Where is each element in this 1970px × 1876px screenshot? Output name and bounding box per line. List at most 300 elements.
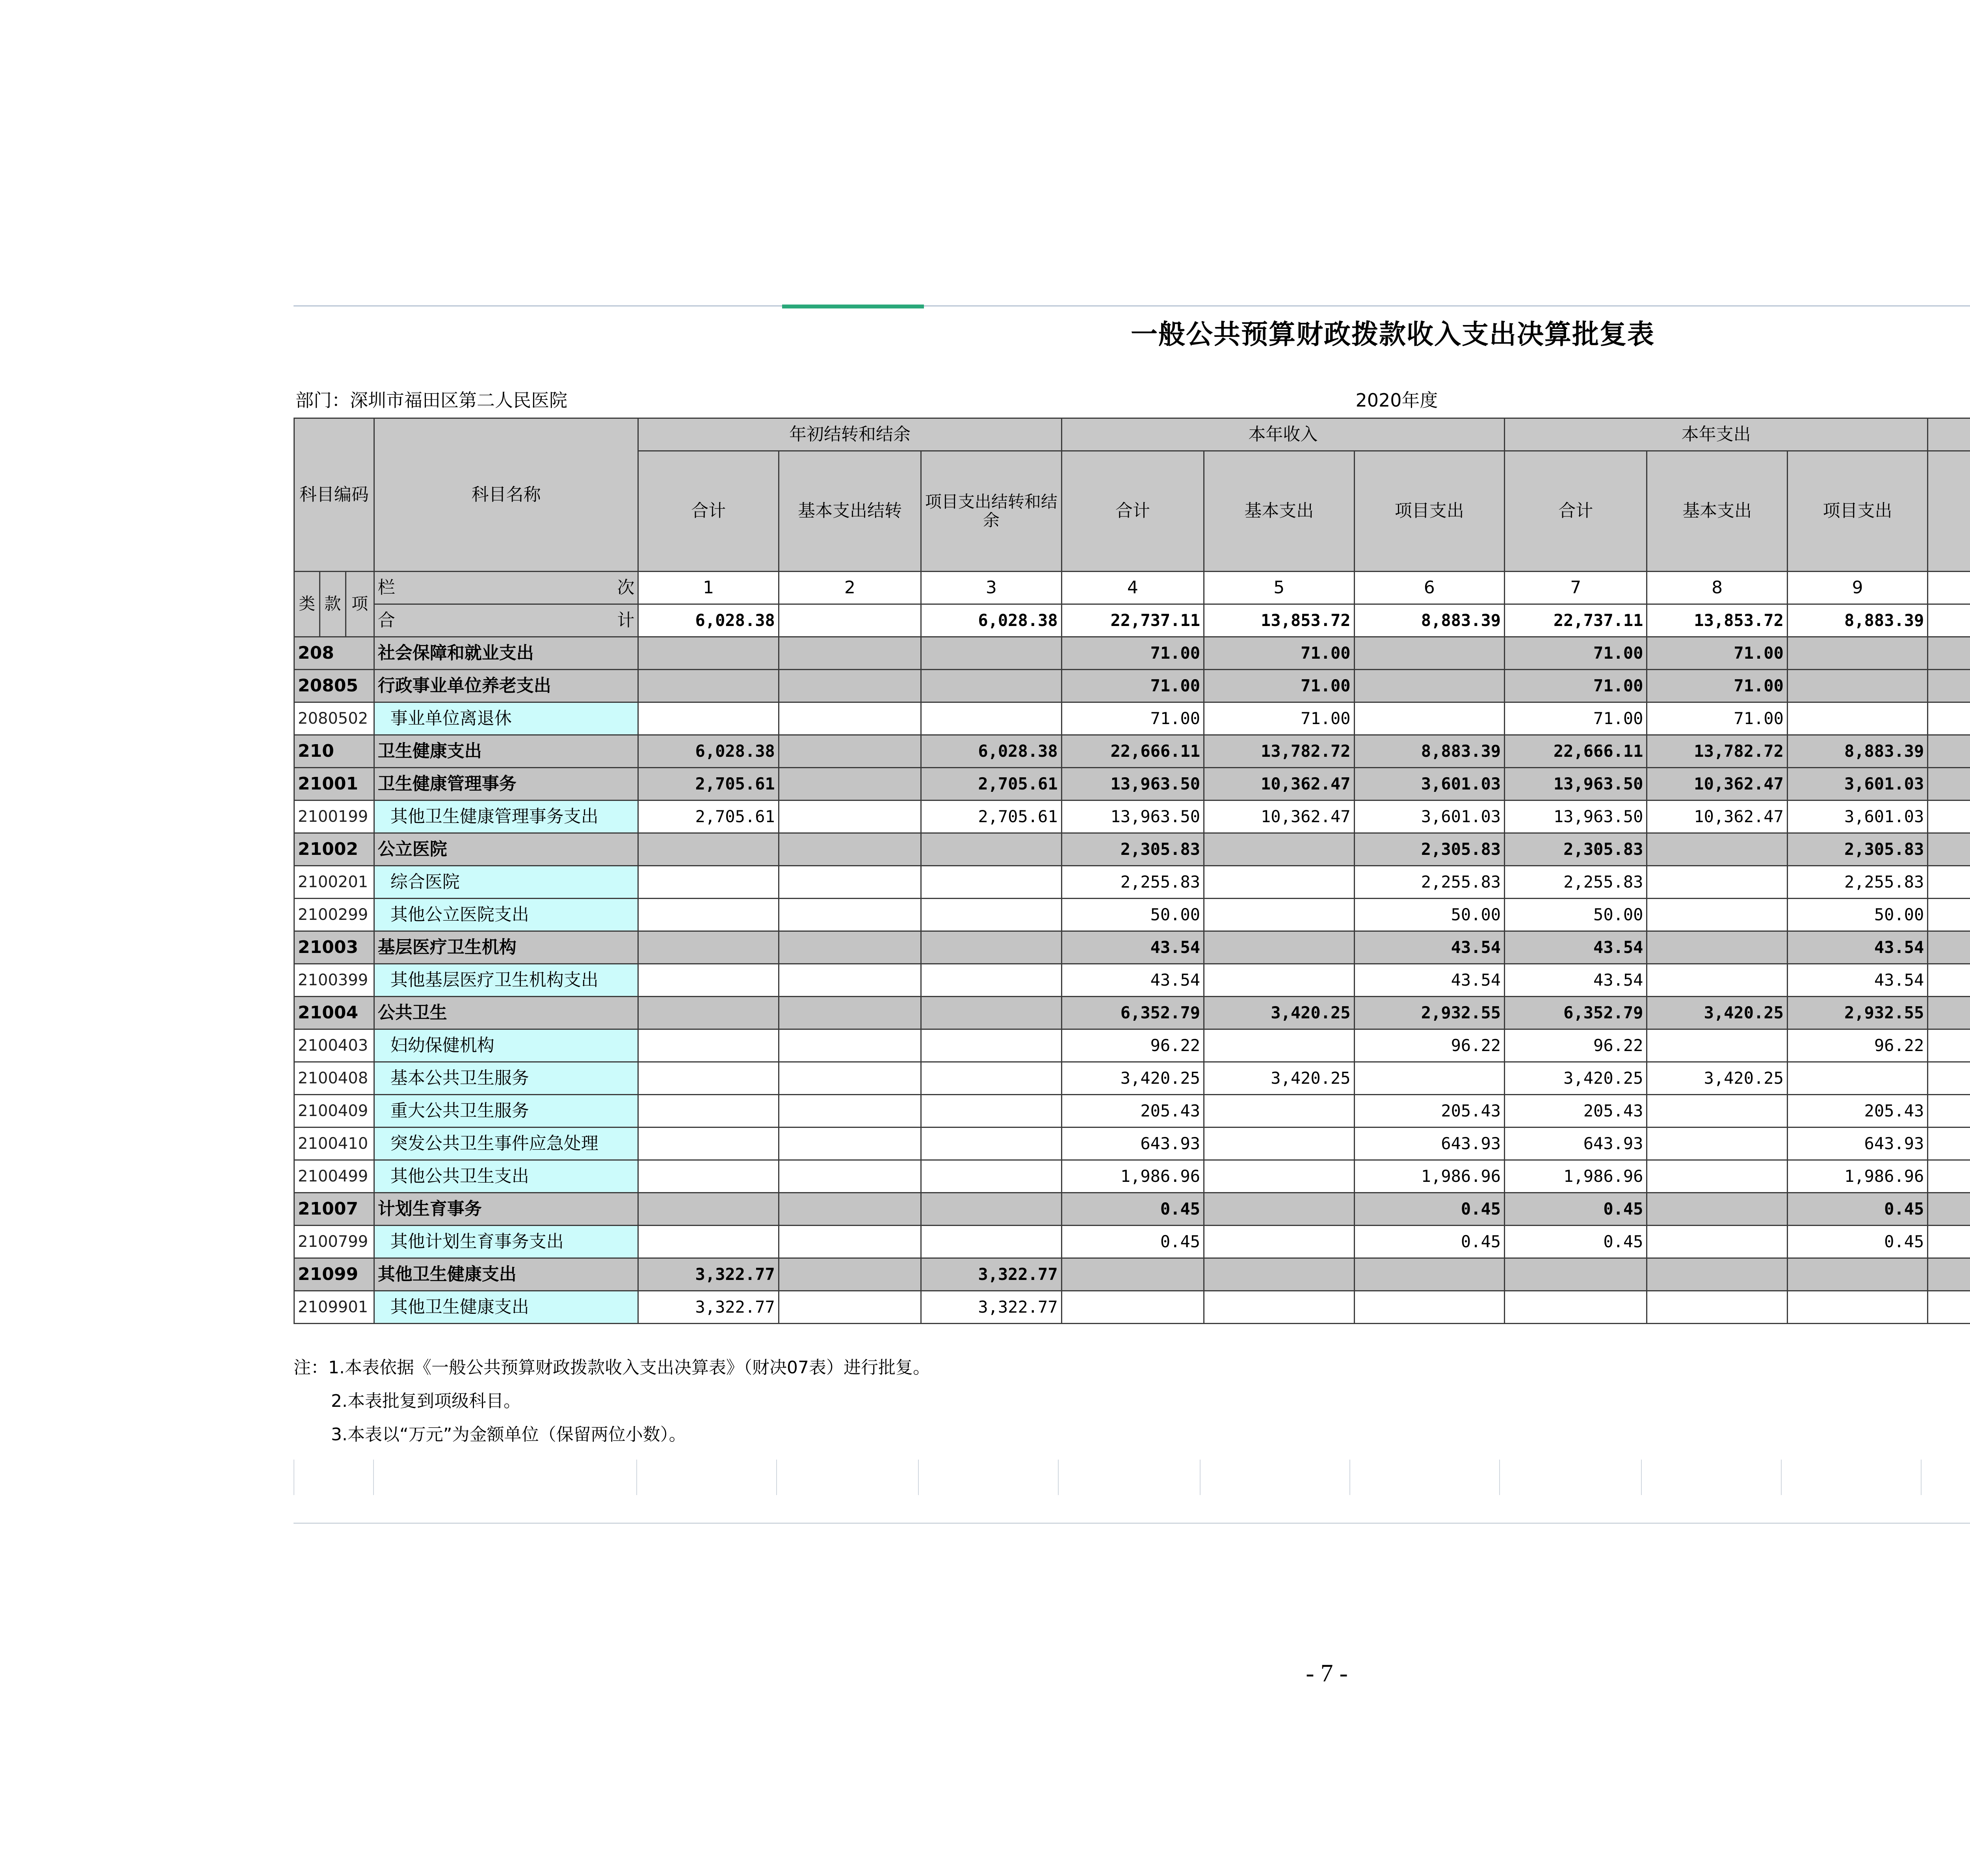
- amount-cell: [1928, 801, 1970, 833]
- amount-cell: [779, 1291, 921, 1324]
- amount-cell: [1354, 670, 1505, 702]
- amount-cell: 1,986.96: [1787, 1160, 1927, 1193]
- amount-cell: [1204, 1029, 1355, 1062]
- account-code: 2080502: [294, 702, 374, 735]
- amount-cell: 43.54: [1787, 931, 1927, 964]
- amount-cell: 96.22: [1061, 1029, 1204, 1062]
- amount-cell: 10,362.47: [1647, 801, 1787, 833]
- amount-cell: 50.00: [1787, 899, 1927, 931]
- amount-cell: [921, 702, 1061, 735]
- amount-cell: [1647, 1258, 1787, 1291]
- table-row: [294, 801, 1970, 833]
- amount-cell: [1061, 1291, 1204, 1324]
- amount-cell: [1204, 833, 1355, 866]
- sheet-bottom-border: [294, 1523, 1970, 1524]
- col-header: 项目支出: [1787, 451, 1927, 572]
- amount-cell: 0.45: [1354, 1226, 1505, 1258]
- amount-cell: 3,420.25: [1505, 1062, 1647, 1095]
- table-row: [294, 637, 1970, 670]
- amount-cell: 3,601.03: [1787, 768, 1927, 801]
- amount-cell: 71.00: [1061, 670, 1204, 702]
- account-code: 20805: [294, 670, 374, 702]
- amount-cell: [1647, 964, 1787, 997]
- col-header: [1928, 451, 1970, 572]
- note-1: 注：1.本表依据《一般公共预算财政拨款收入支出决算表》（财决07表）进行批复。: [294, 1358, 930, 1378]
- amount-cell: [638, 637, 779, 670]
- header-code: 科目编码: [294, 418, 374, 572]
- amount-cell: 22,666.11: [1505, 735, 1647, 768]
- amount-cell: 2,705.61: [921, 768, 1061, 801]
- amount-cell: 3,322.77: [638, 1258, 779, 1291]
- amount-cell: 13,963.50: [1505, 801, 1647, 833]
- account-name: 事业单位离退休: [374, 702, 638, 735]
- amount-cell: [638, 997, 779, 1029]
- amount-cell: [921, 833, 1061, 866]
- amount-cell: 0.45: [1505, 1193, 1647, 1226]
- gridline: [918, 1460, 919, 1495]
- table-row: [294, 899, 1970, 931]
- amount-cell: [1204, 1160, 1355, 1193]
- amount-cell: [1647, 1127, 1787, 1160]
- gridline: [1499, 1460, 1500, 1495]
- account-name: 其他卫生健康管理事务支出: [374, 801, 638, 833]
- amount-cell: [1647, 1095, 1787, 1127]
- table-row: [294, 1029, 1970, 1062]
- table-row: [294, 931, 1970, 964]
- amount-cell: [921, 899, 1061, 931]
- amount-cell: 1,986.96: [1505, 1160, 1647, 1193]
- amount-cell: [638, 1062, 779, 1095]
- amount-cell: 0.45: [1505, 1226, 1647, 1258]
- col-number: 7: [1505, 572, 1647, 604]
- gridline: [1349, 1460, 1350, 1495]
- col-number: 1: [638, 572, 779, 604]
- amount-cell: [1204, 866, 1355, 899]
- amount-cell: [1928, 899, 1970, 931]
- amount-cell: 643.93: [1354, 1127, 1505, 1160]
- amount-cell: 96.22: [1354, 1029, 1505, 1062]
- table-row: [294, 768, 1970, 801]
- amount-cell: [1928, 1029, 1970, 1062]
- amount-cell: [638, 866, 779, 899]
- account-name: 其他基层医疗卫生机构支出: [374, 964, 638, 997]
- amount-cell: 3,322.77: [921, 1258, 1061, 1291]
- amount-cell: [1928, 735, 1970, 768]
- gridline: [1781, 1460, 1782, 1495]
- amount-cell: [1204, 899, 1355, 931]
- amount-cell: 10,362.47: [1204, 768, 1355, 801]
- amount-cell: 13,963.50: [1061, 768, 1204, 801]
- header-kuan: 款: [320, 572, 346, 637]
- amount-cell: [1787, 702, 1927, 735]
- amount-cell: [638, 1127, 779, 1160]
- amount-cell: [1505, 1258, 1647, 1291]
- table-row: [294, 670, 1970, 702]
- budget-table: [294, 418, 1970, 1324]
- amount-cell: [921, 1226, 1061, 1258]
- he-label: 合: [377, 610, 395, 630]
- account-name: 社会保障和就业支出: [374, 637, 638, 670]
- amount-cell: [1928, 1258, 1970, 1291]
- account-name: 其他计划生育事务支出: [374, 1226, 638, 1258]
- amount-cell: 2,705.61: [921, 801, 1061, 833]
- amount-cell: 643.93: [1787, 1127, 1927, 1160]
- amount-cell: 1,986.96: [1061, 1160, 1204, 1193]
- group-header: 本年支出: [1505, 418, 1928, 451]
- amount-cell: [1647, 1029, 1787, 1062]
- amount-cell: 71.00: [1647, 670, 1787, 702]
- amount-cell: [1928, 866, 1970, 899]
- amount-cell: [779, 833, 921, 866]
- total-cell: [1928, 604, 1970, 637]
- amount-cell: [921, 637, 1061, 670]
- amount-cell: 43.54: [1787, 964, 1927, 997]
- amount-cell: 2,305.83: [1505, 833, 1647, 866]
- col-number: 2: [779, 572, 921, 604]
- header-heji: [374, 604, 638, 637]
- account-code: 2100409: [294, 1095, 374, 1127]
- amount-cell: [779, 997, 921, 1029]
- amount-cell: [779, 1095, 921, 1127]
- gridline: [1058, 1460, 1059, 1495]
- account-code: 2100408: [294, 1062, 374, 1095]
- account-code: 2109901: [294, 1291, 374, 1324]
- account-name: 其他公立医院支出: [374, 899, 638, 931]
- amount-cell: [779, 931, 921, 964]
- gridline: [1921, 1460, 1922, 1495]
- account-name: 基本公共卫生服务: [374, 1062, 638, 1095]
- amount-cell: [779, 1127, 921, 1160]
- amount-cell: 3,420.25: [1061, 1062, 1204, 1095]
- amount-cell: 205.43: [1505, 1095, 1647, 1127]
- amount-cell: 10,362.47: [1647, 768, 1787, 801]
- amount-cell: 96.22: [1787, 1029, 1927, 1062]
- amount-cell: [1787, 1291, 1927, 1324]
- amount-cell: [638, 899, 779, 931]
- note-2: 2.本表批复到项级科目。: [331, 1391, 521, 1411]
- table-row: [294, 702, 1970, 735]
- amount-cell: [1787, 1258, 1927, 1291]
- group-header: 本年收入: [1061, 418, 1504, 451]
- col-number: 4: [1061, 572, 1204, 604]
- col-number: 9: [1787, 572, 1927, 604]
- note-3: 3.本表以“万元”为金额单位（保留两位小数）。: [331, 1425, 686, 1445]
- account-name: 妇幼保健机构: [374, 1029, 638, 1062]
- amount-cell: 2,932.55: [1787, 997, 1927, 1029]
- amount-cell: [921, 1160, 1061, 1193]
- amount-cell: 43.54: [1354, 964, 1505, 997]
- amount-cell: 3,322.77: [638, 1291, 779, 1324]
- account-code: 2100499: [294, 1160, 374, 1193]
- amount-cell: 71.00: [1505, 670, 1647, 702]
- account-code: 21007: [294, 1193, 374, 1226]
- total-cell: 22,737.11: [1505, 604, 1647, 637]
- amount-cell: 2,932.55: [1354, 997, 1505, 1029]
- amount-cell: 0.45: [1787, 1193, 1927, 1226]
- amount-cell: [638, 1193, 779, 1226]
- amount-cell: [921, 670, 1061, 702]
- table-row: [294, 1160, 1970, 1193]
- amount-cell: [779, 637, 921, 670]
- account-name: 综合医院: [374, 866, 638, 899]
- col-header: 基本支出: [1647, 451, 1787, 572]
- account-name: 其他卫生健康支出: [374, 1291, 638, 1324]
- amount-cell: 71.00: [1061, 637, 1204, 670]
- amount-cell: 10,362.47: [1204, 801, 1355, 833]
- total-cell: [779, 604, 921, 637]
- amount-cell: 71.00: [1204, 702, 1355, 735]
- amount-cell: 43.54: [1061, 931, 1204, 964]
- table-row: [294, 1291, 1970, 1324]
- amount-cell: [1928, 833, 1970, 866]
- amount-cell: 2,305.83: [1061, 833, 1204, 866]
- amount-cell: 3,420.25: [1204, 1062, 1355, 1095]
- amount-cell: [1204, 1193, 1355, 1226]
- amount-cell: 71.00: [1647, 637, 1787, 670]
- amount-cell: 0.45: [1787, 1226, 1927, 1258]
- amount-cell: [1354, 1062, 1505, 1095]
- amount-cell: 2,705.61: [638, 768, 779, 801]
- amount-cell: [638, 833, 779, 866]
- col-header: 基本支出结转: [779, 451, 921, 572]
- amount-cell: 643.93: [1061, 1127, 1204, 1160]
- amount-cell: 2,255.83: [1061, 866, 1204, 899]
- amount-cell: 205.43: [1787, 1095, 1927, 1127]
- table-row: [294, 833, 1970, 866]
- account-code: 2100201: [294, 866, 374, 899]
- amount-cell: [1354, 702, 1505, 735]
- amount-cell: 50.00: [1061, 899, 1204, 931]
- amount-cell: 6,352.79: [1061, 997, 1204, 1029]
- account-code: 2100199: [294, 801, 374, 833]
- table-row: [294, 997, 1970, 1029]
- fiscal-year: 2020年度: [1355, 390, 1438, 411]
- table-row: [294, 735, 1970, 768]
- amount-cell: [1354, 637, 1505, 670]
- group-header: 年初结转和结余: [638, 418, 1061, 451]
- amount-cell: 3,601.03: [1354, 768, 1505, 801]
- gridline: [636, 1460, 637, 1495]
- amount-cell: 8,883.39: [1787, 735, 1927, 768]
- col-header: 项目支出结转和结余: [921, 451, 1061, 572]
- gridline: [1641, 1460, 1642, 1495]
- amount-cell: [1354, 1291, 1505, 1324]
- amount-cell: [1928, 702, 1970, 735]
- col-header: 基本支出: [1204, 451, 1355, 572]
- amount-cell: [1204, 1226, 1355, 1258]
- amount-cell: [921, 997, 1061, 1029]
- amount-cell: 71.00: [1505, 637, 1647, 670]
- table-row: [294, 1095, 1970, 1127]
- account-code: 2100799: [294, 1226, 374, 1258]
- amount-cell: 3,420.25: [1647, 997, 1787, 1029]
- col-number: 3: [921, 572, 1061, 604]
- amount-cell: [1647, 1160, 1787, 1193]
- account-name: 其他卫生健康支出: [374, 1258, 638, 1291]
- amount-cell: [638, 1095, 779, 1127]
- amount-cell: [779, 1029, 921, 1062]
- amount-cell: 643.93: [1505, 1127, 1647, 1160]
- amount-cell: [779, 670, 921, 702]
- amount-cell: [779, 1062, 921, 1095]
- total-row: [294, 604, 1970, 637]
- amount-cell: [921, 1062, 1061, 1095]
- amount-cell: [1928, 997, 1970, 1029]
- amount-cell: 205.43: [1061, 1095, 1204, 1127]
- account-code: 208: [294, 637, 374, 670]
- amount-cell: [1647, 931, 1787, 964]
- amount-cell: [1061, 1258, 1204, 1291]
- table-body: [294, 637, 1970, 1324]
- total-cell: 13,853.72: [1204, 604, 1355, 637]
- account-code: 21099: [294, 1258, 374, 1291]
- amount-cell: 205.43: [1354, 1095, 1505, 1127]
- table-row: [294, 1193, 1970, 1226]
- lan-label: 栏: [377, 577, 395, 598]
- account-name: 卫生健康管理事务: [374, 768, 638, 801]
- amount-cell: [1928, 1127, 1970, 1160]
- amount-cell: 1,986.96: [1354, 1160, 1505, 1193]
- gridline: [1200, 1460, 1201, 1495]
- account-code: 21001: [294, 768, 374, 801]
- account-name: 其他公共卫生支出: [374, 1160, 638, 1193]
- amount-cell: 43.54: [1061, 964, 1204, 997]
- amount-cell: [1928, 1226, 1970, 1258]
- sheet-top-border: [294, 305, 1970, 306]
- gridline: [776, 1460, 777, 1495]
- gridline: [373, 1460, 374, 1495]
- ji-label: 计: [617, 610, 635, 630]
- amount-cell: 2,305.83: [1354, 833, 1505, 866]
- amount-cell: 3,601.03: [1354, 801, 1505, 833]
- amount-cell: [779, 964, 921, 997]
- amount-cell: [779, 768, 921, 801]
- account-name: 卫生健康支出: [374, 735, 638, 768]
- amount-cell: 96.22: [1505, 1029, 1647, 1062]
- total-cell: 13,853.72: [1647, 604, 1787, 637]
- amount-cell: [638, 1029, 779, 1062]
- col-header: 合计: [638, 451, 779, 572]
- amount-cell: 2,255.83: [1505, 866, 1647, 899]
- table-row: [294, 866, 1970, 899]
- amount-cell: [1647, 1291, 1787, 1324]
- amount-cell: 6,028.38: [921, 735, 1061, 768]
- account-name: 计划生育事务: [374, 1193, 638, 1226]
- selected-cell-marker: [782, 305, 924, 308]
- amount-cell: [779, 702, 921, 735]
- amount-cell: [1647, 833, 1787, 866]
- page-number: - 7 -: [1306, 1659, 1348, 1687]
- amount-cell: [921, 1193, 1061, 1226]
- col-number: [1928, 572, 1970, 604]
- amount-cell: [921, 1095, 1061, 1127]
- amount-cell: [1647, 1226, 1787, 1258]
- amount-cell: 43.54: [1505, 931, 1647, 964]
- col-header: 合计: [1505, 451, 1647, 572]
- amount-cell: [1354, 1258, 1505, 1291]
- amount-cell: 2,305.83: [1787, 833, 1927, 866]
- amount-cell: [921, 1029, 1061, 1062]
- account-code: 2100410: [294, 1127, 374, 1160]
- amount-cell: [1928, 1160, 1970, 1193]
- amount-cell: [1204, 1095, 1355, 1127]
- col-header: 合计: [1061, 451, 1204, 572]
- col-number: 6: [1354, 572, 1505, 604]
- total-cell: 8,883.39: [1787, 604, 1927, 637]
- account-code: 210: [294, 735, 374, 768]
- account-name: 公立医院: [374, 833, 638, 866]
- account-code: 21003: [294, 931, 374, 964]
- amount-cell: 0.45: [1061, 1193, 1204, 1226]
- amount-cell: [1204, 1291, 1355, 1324]
- amount-cell: [1204, 1127, 1355, 1160]
- header-lei: 类: [294, 572, 320, 637]
- amount-cell: [638, 1226, 779, 1258]
- total-cell: 6,028.38: [921, 604, 1061, 637]
- amount-cell: [779, 1193, 921, 1226]
- amount-cell: 3,420.25: [1647, 1062, 1787, 1095]
- amount-cell: [1787, 670, 1927, 702]
- col-number: 5: [1204, 572, 1355, 604]
- amount-cell: 13,963.50: [1505, 768, 1647, 801]
- amount-cell: 43.54: [1505, 964, 1647, 997]
- table-title: 一般公共预算财政拨款收入支出决算批复表: [1130, 319, 1655, 350]
- amount-cell: 6,352.79: [1505, 997, 1647, 1029]
- table-row: [294, 1226, 1970, 1258]
- amount-cell: 22,666.11: [1061, 735, 1204, 768]
- amount-cell: 2,255.83: [1354, 866, 1505, 899]
- account-code: 21002: [294, 833, 374, 866]
- account-code: 2100399: [294, 964, 374, 997]
- amount-cell: [779, 1226, 921, 1258]
- amount-cell: [1928, 637, 1970, 670]
- account-name: 行政事业单位养老支出: [374, 670, 638, 702]
- amount-cell: 71.00: [1505, 702, 1647, 735]
- amount-cell: [1204, 964, 1355, 997]
- amount-cell: [921, 964, 1061, 997]
- amount-cell: 13,782.72: [1204, 735, 1355, 768]
- amount-cell: 43.54: [1354, 931, 1505, 964]
- total-cell: 22,737.11: [1061, 604, 1204, 637]
- amount-cell: 6,028.38: [638, 735, 779, 768]
- account-name: 重大公共卫生服务: [374, 1095, 638, 1127]
- amount-cell: 0.45: [1061, 1226, 1204, 1258]
- table-row: [294, 964, 1970, 997]
- amount-cell: [779, 1258, 921, 1291]
- amount-cell: 2,255.83: [1787, 866, 1927, 899]
- amount-cell: [1204, 1258, 1355, 1291]
- amount-cell: [1647, 866, 1787, 899]
- amount-cell: [638, 1160, 779, 1193]
- amount-cell: 0.45: [1354, 1193, 1505, 1226]
- amount-cell: 8,883.39: [1354, 735, 1505, 768]
- ci-label: 次: [617, 577, 635, 598]
- amount-cell: 50.00: [1505, 899, 1647, 931]
- department-label: 部门：深圳市福田区第二人民医院: [296, 390, 567, 411]
- amount-cell: 3,420.25: [1204, 997, 1355, 1029]
- table-row: [294, 1062, 1970, 1095]
- amount-cell: [1928, 931, 1970, 964]
- amount-cell: [1928, 1193, 1970, 1226]
- header-name: 科目名称: [374, 418, 638, 572]
- amount-cell: [921, 931, 1061, 964]
- col-number: 8: [1647, 572, 1787, 604]
- amount-cell: [921, 1127, 1061, 1160]
- amount-cell: [1647, 1193, 1787, 1226]
- amount-cell: [779, 899, 921, 931]
- amount-cell: [779, 735, 921, 768]
- amount-cell: [1928, 670, 1970, 702]
